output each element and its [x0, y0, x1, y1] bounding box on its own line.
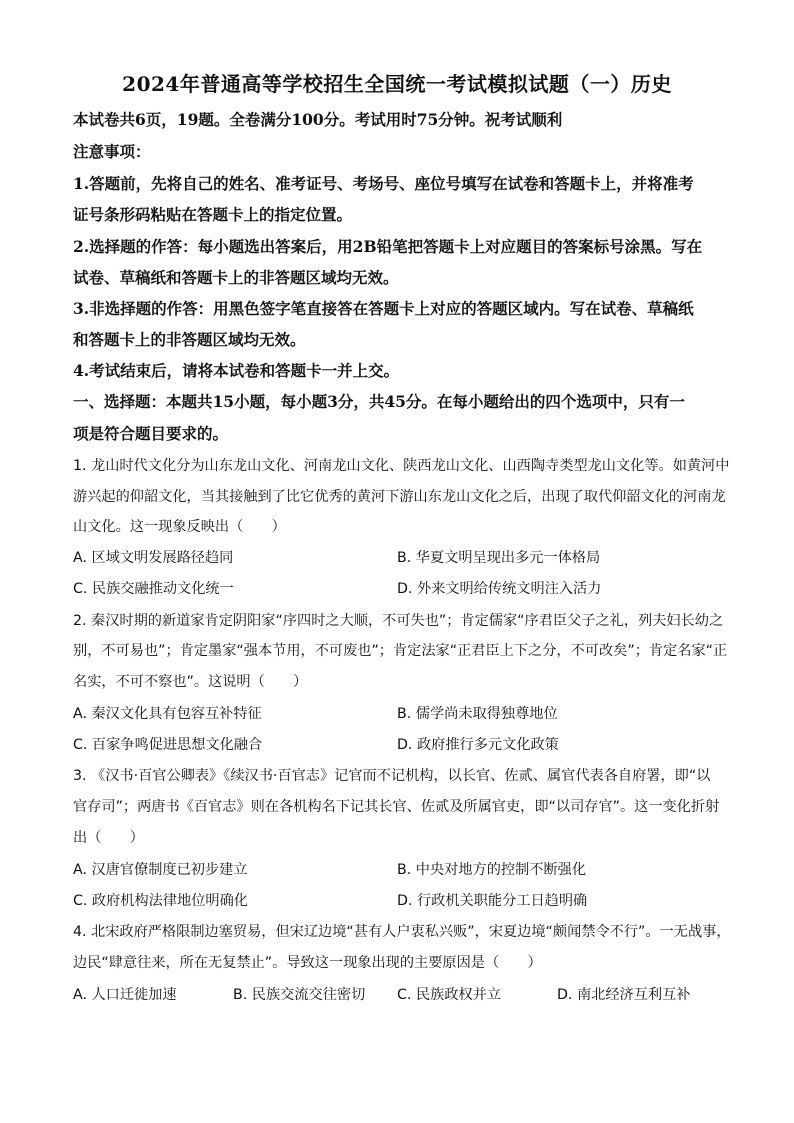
q4-stem-line-2: 边民“肆意往来，所在无复禁止”。导致这一现象出现的主要原因是（ ）	[73, 955, 542, 971]
notice-1-line-2: 证号条形码粘贴在答题卡上的指定位置。	[73, 205, 353, 224]
q3-stem-line-2: 官存司”；两唐书《百官志》则在各机构名下记其长官、佐贰及所属官吏，即“以司存官”。这一变化折射	[73, 799, 720, 815]
notice-3-line-2: 和答题卡上的非答题区域均无效。	[73, 330, 306, 349]
q3-stem-line-3: 出（ ）	[73, 830, 144, 846]
q1-stem-line-1: 1. 龙山时代文化分为山东龙山文化、河南龙山文化、陕西龙山文化、山西陶寺类型龙山文化等。如黄河中	[73, 458, 730, 474]
notice-1-line-1: 1.答题前，先将自己的姓名、准考证号、考场号、座位号填写在试卷和答题卡上，并将准考	[73, 174, 694, 193]
q3-option-a[interactable]: A. 汉唐官僚制度已初步建立	[73, 862, 248, 878]
q4-option-a[interactable]: A. 人口迁徙加速	[73, 987, 177, 1003]
q4-stem-line-1: 4. 北宋政府严格限制边塞贸易，但宋辽边境“甚有人户衷私兴贩”，宋夏边境“颇闻禁令不行”。一无战事，	[73, 924, 731, 940]
q1-option-b[interactable]: B. 华夏文明呈现出多元一体格局	[397, 550, 601, 566]
notice-2-line-1: 2.选择题的作答：每小题选出答案后，用2B铅笔把答题卡上对应题目的答案标号涂黑。写在	[73, 237, 703, 256]
q4-option-d[interactable]: D. 南北经济互利互补	[557, 987, 691, 1003]
q2-option-b[interactable]: B. 儒学尚未取得独尊地位	[397, 706, 558, 722]
q1-stem-line-3: 山文化。这一现象反映出（ ）	[73, 519, 286, 535]
q3-stem-line-1: 3. 《汉书·百官公卿表》《续汉书·百官志》记官而不记机构，以长官、佐贰、属官代表各自府署，即“以	[73, 768, 711, 784]
q2-option-c[interactable]: C. 百家争鸣促进思想文化融合	[73, 737, 263, 753]
q2-option-a[interactable]: A. 秦汉文化具有包容互补特征	[73, 706, 262, 722]
q2-stem-line-3: 名实，不可不察也”。这说明（ ）	[73, 674, 308, 690]
exam-title: 2024年普通高等学校招生全国统一考试模拟试题（一）历史	[122, 72, 672, 96]
q4-option-b[interactable]: B. 民族交流交往密切	[233, 987, 366, 1003]
section-heading-line-2: 项是符合题目要求的。	[73, 424, 229, 443]
q4-option-c[interactable]: C. 民族政权并立	[397, 987, 502, 1003]
q2-stem-line-1: 2. 秦汉时期的新道家肯定阴阳家“序四时之大顺，不可失也”；肯定儒家“序君臣父子之礼，列夫妇长幼之	[73, 613, 724, 629]
q3-option-c[interactable]: C. 政府机构法律地位明确化	[73, 893, 248, 909]
section-heading-line-1: 一、选择题：本题共15小题，每小题3分，共45分。在每小题给出的四个选项中，只有一	[73, 392, 685, 411]
q1-option-d[interactable]: D. 外来文明给传统文明注入活力	[397, 581, 602, 597]
notice-4-line-1: 4.考试结束后，请将本试卷和答题卡一并上交。	[73, 361, 400, 380]
q3-option-b[interactable]: B. 中央对地方的控制不断强化	[397, 862, 587, 878]
notice-2-line-2: 试卷、草稿纸和答题卡上的非答题区域均无效。	[73, 268, 399, 287]
q2-option-d[interactable]: D. 政府推行多元文化政策	[397, 737, 559, 753]
q3-option-d[interactable]: D. 行政机关职能分工日趋明确	[397, 893, 588, 909]
notice-3-line-1: 3.非选择题的作答：用黑色签字笔直接答在答题卡上对应的答题区域内。写在试卷、草稿纸	[73, 299, 694, 318]
q1-option-c[interactable]: C. 民族交融推动文化统一	[73, 581, 234, 597]
q2-stem-line-2: 别，不可易也”；肯定墨家“强本节用，不可废也”；肯定法家“正君臣上下之分，不可改矣”；肯定名家“正	[73, 643, 728, 659]
q1-option-a[interactable]: A. 区域文明发展路径趋同	[73, 550, 234, 566]
q1-stem-line-2: 游兴起的仰韶文化，当其接触到了比它优秀的黄河下游山东龙山文化之后，出现了取代仰韶文化的河南龙	[73, 489, 726, 505]
exam-summary: 本试卷共6页，19题。全卷满分100分。考试用时75分钟。祝考试顺利	[73, 110, 563, 129]
notice-heading: 注意事项：	[73, 142, 151, 161]
